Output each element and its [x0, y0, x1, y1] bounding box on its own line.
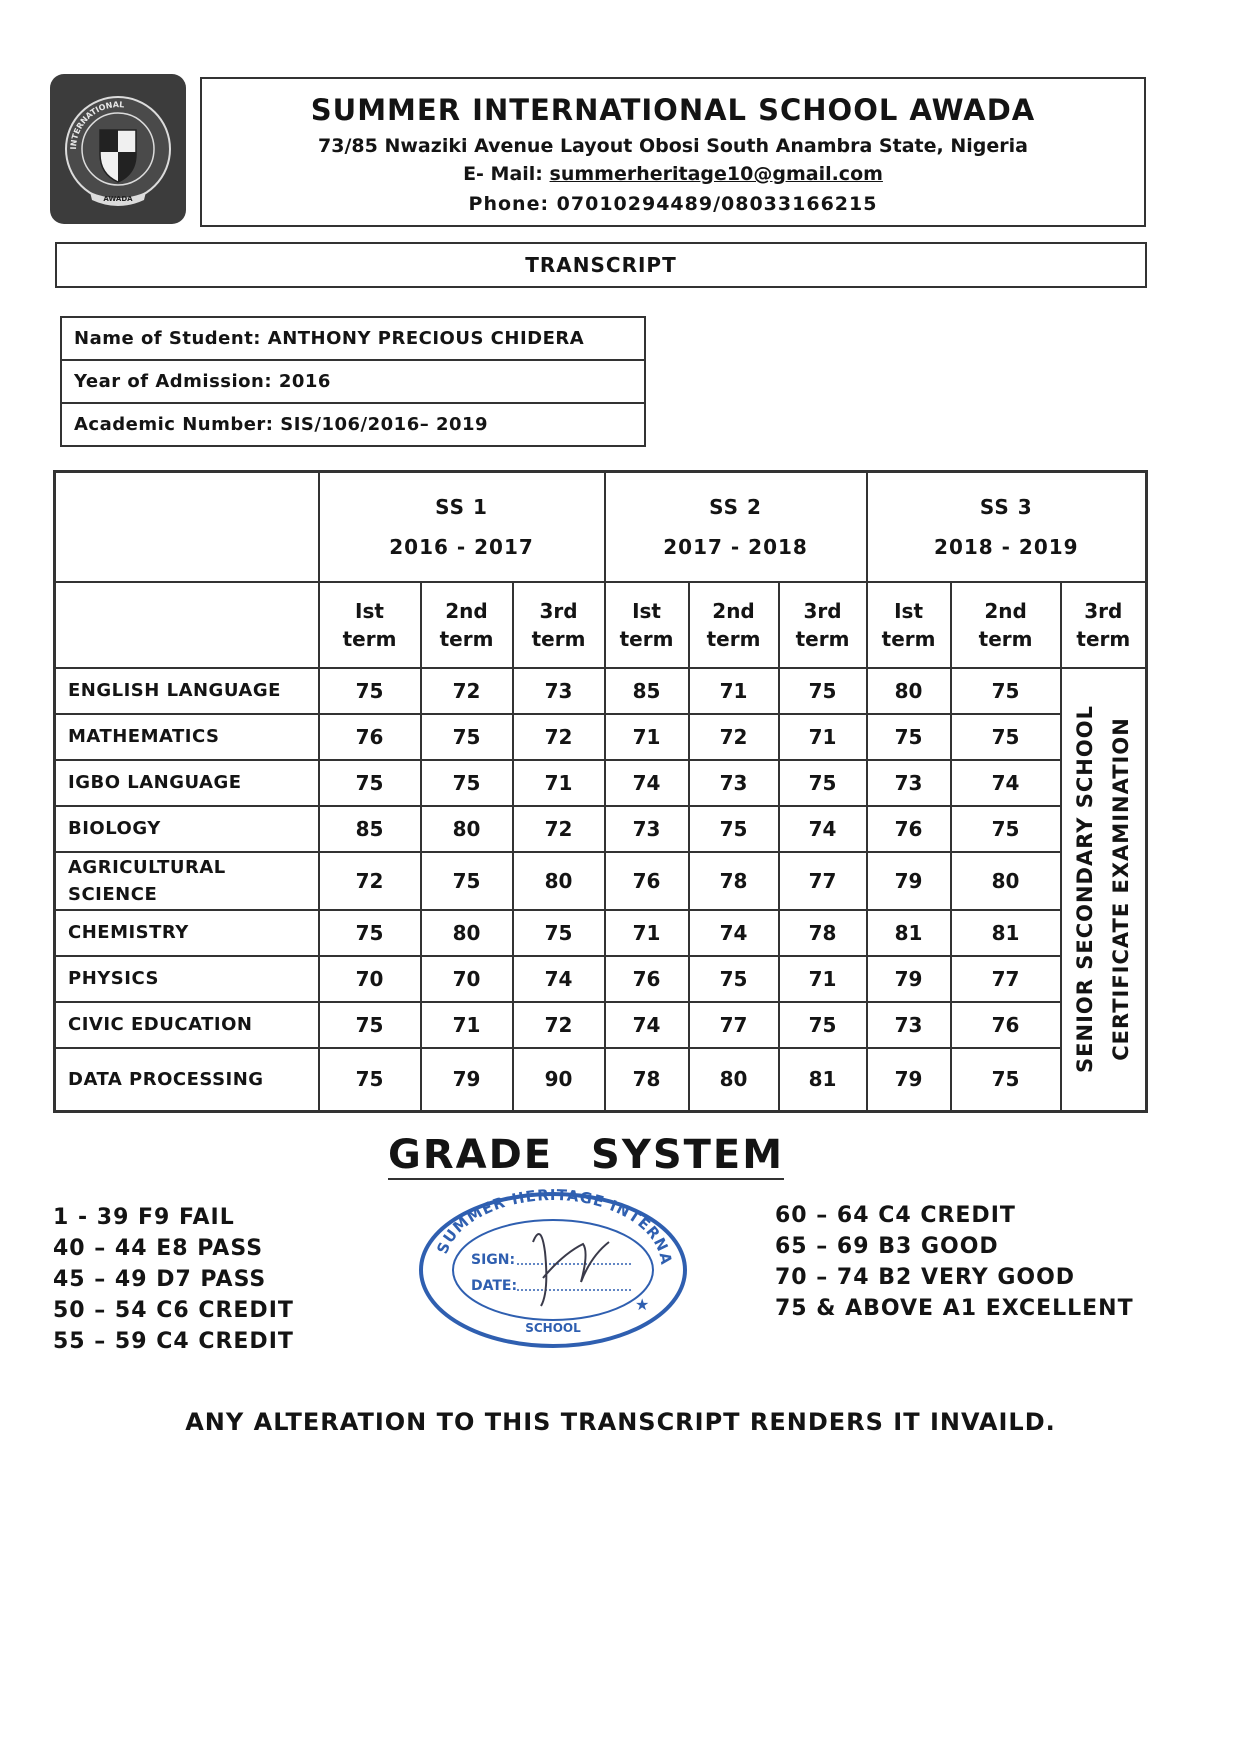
stamp-graphic [413, 1182, 693, 1352]
student-name: Name of Student: ANTHONY PRECIOUS CHIDERA [62, 318, 644, 361]
stamp-ring-text: SUMMER HERITAGE INTERNA [433, 1185, 676, 1266]
grade-item: 45 – 49 D7 PASS [53, 1267, 267, 1292]
term-word: term [978, 626, 1033, 651]
score-cell: 78 [605, 1048, 689, 1112]
term-header-row [55, 582, 1147, 668]
score-cell: 76 [605, 956, 689, 1002]
score-cell: 90 [513, 1048, 605, 1112]
table-row [55, 760, 1147, 806]
score-cell: 75 [779, 760, 867, 806]
score-cell: 75 [421, 760, 513, 806]
term-header [779, 582, 867, 668]
score-cell: 78 [689, 852, 779, 910]
crest-graphic [50, 74, 186, 224]
stamp-star-icon: ★ [635, 1295, 650, 1314]
score-cell: 81 [867, 910, 951, 956]
term-word: term [531, 626, 586, 651]
grade-item: 60 – 64 C4 CREDIT [775, 1203, 1016, 1228]
grade-list-right [775, 1200, 1134, 1324]
table-row [55, 1002, 1147, 1048]
score-cell: 70 [421, 956, 513, 1002]
score-cell: 75 [319, 668, 421, 714]
score-cell: 75 [951, 1048, 1061, 1112]
score-cell: 75 [319, 1002, 421, 1048]
table-row [55, 956, 1147, 1002]
term-number: 3rd [803, 598, 842, 623]
score-cell: 79 [421, 1048, 513, 1112]
score-cell: 78 [779, 910, 867, 956]
session-class: SS 3 [979, 494, 1033, 519]
term-header [513, 582, 605, 668]
score-cell: 74 [779, 806, 867, 852]
score-cell: 72 [319, 852, 421, 910]
session-header-row [55, 472, 1147, 582]
term-header [421, 582, 513, 668]
score-cell: 85 [319, 806, 421, 852]
email-label: E- Mail: [463, 163, 543, 185]
subject-name: CHEMISTRY [55, 910, 319, 956]
term-number: 2nd [445, 598, 488, 623]
score-cell: 80 [689, 1048, 779, 1112]
score-cell: 79 [867, 956, 951, 1002]
score-cell: 71 [779, 714, 867, 760]
crest-ring-text: INTERNATIONAL [68, 100, 125, 150]
term-header [689, 582, 779, 668]
score-cell: 71 [605, 714, 689, 760]
term-number: 2nd [712, 598, 755, 623]
score-cell: 80 [421, 910, 513, 956]
score-cell: 76 [867, 806, 951, 852]
score-cell: 75 [689, 956, 779, 1002]
subject-name: CIVIC EDUCATION [55, 1002, 319, 1048]
term-header [319, 582, 421, 668]
term-number: Ist [894, 598, 924, 623]
score-cell: 75 [421, 714, 513, 760]
term-word: term [342, 626, 397, 651]
table-row [55, 806, 1147, 852]
school-email-line [202, 163, 1144, 185]
table-row [55, 714, 1147, 760]
score-cell: 77 [951, 956, 1061, 1002]
school-crest-logo [50, 74, 186, 224]
alteration-warning: ANY ALTERATION TO THIS TRANSCRIPT RENDERS IT INVAILD. [185, 1408, 1056, 1436]
term-word: term [795, 626, 850, 651]
document-title: TRANSCRIPT [55, 242, 1147, 288]
term-word: term [1076, 626, 1131, 651]
score-cell: 75 [951, 668, 1061, 714]
student-info [60, 316, 646, 447]
score-cell: 74 [513, 956, 605, 1002]
subject-name: AGRICULTURAL SCIENCE [55, 852, 319, 910]
stamp-bottom-text: SCHOOL [525, 1321, 581, 1335]
session-ss2 [605, 472, 867, 582]
subject-name: IGBO LANGUAGE [55, 760, 319, 806]
school-phone: Phone: 07010294489/08033166215 [468, 193, 878, 215]
score-cell: 75 [951, 806, 1061, 852]
score-cell: 75 [319, 910, 421, 956]
subject-name: BIOLOGY [55, 806, 319, 852]
score-cell: 74 [605, 760, 689, 806]
admission-year: Year of Admission: 2016 [62, 361, 644, 404]
empty-corner-cell [55, 472, 319, 582]
school-header [200, 77, 1146, 227]
score-cell: 73 [605, 806, 689, 852]
score-cell: 73 [689, 760, 779, 806]
subject-name: MATHEMATICS [55, 714, 319, 760]
table-row [55, 852, 1147, 910]
term-word: term [881, 626, 936, 651]
score-cell: 71 [689, 668, 779, 714]
score-cell: 75 [689, 806, 779, 852]
score-cell: 72 [513, 714, 605, 760]
grade-list-left [53, 1202, 294, 1357]
score-cell: 74 [689, 910, 779, 956]
session-years: 2017 - 2018 [663, 534, 808, 559]
term-number: 3rd [1084, 598, 1123, 623]
empty-subject-header [55, 582, 319, 668]
score-cell: 75 [421, 852, 513, 910]
table-row [55, 668, 1147, 714]
term-header [605, 582, 689, 668]
score-cell: 71 [605, 910, 689, 956]
term-header [1061, 582, 1147, 668]
score-cell: 75 [779, 668, 867, 714]
score-cell: 80 [867, 668, 951, 714]
subject-name: PHYSICS [55, 956, 319, 1002]
score-cell: 72 [689, 714, 779, 760]
term-word: term [439, 626, 494, 651]
stamp-date-label: DATE: [471, 1278, 518, 1294]
official-stamp [413, 1182, 693, 1356]
score-cell: 71 [421, 1002, 513, 1048]
school-address: 73/85 Nwaziki Avenue Layout Obosi South Anambra State, Nigeria [318, 135, 1028, 157]
score-cell: 73 [867, 760, 951, 806]
score-cell: 75 [779, 1002, 867, 1048]
score-cell: 76 [319, 714, 421, 760]
score-cell: 80 [513, 852, 605, 910]
session-ss3 [867, 472, 1147, 582]
score-cell: 73 [867, 1002, 951, 1048]
score-cell: 72 [421, 668, 513, 714]
score-cell: 79 [867, 1048, 951, 1112]
subject-name: ENGLISH LANGUAGE [55, 668, 319, 714]
signature-scribble [533, 1234, 609, 1306]
score-cell: 77 [779, 852, 867, 910]
grade-system-title: GRADE SYSTEM [388, 1132, 785, 1178]
crest-banner-text: AWADA [103, 195, 133, 203]
grade-item: 65 – 69 B3 GOOD [775, 1234, 999, 1259]
grade-item: 40 – 44 E8 PASS [53, 1236, 264, 1261]
score-cell: 77 [689, 1002, 779, 1048]
grade-item: 1 - 39 F9 FAIL [53, 1205, 235, 1230]
grade-item: 70 – 74 B2 VERY GOOD [775, 1265, 1076, 1290]
score-cell: 75 [319, 760, 421, 806]
grade-item: 50 – 54 C6 CREDIT [53, 1298, 294, 1323]
score-cell: 72 [513, 1002, 605, 1048]
grade-item: 75 & ABOVE A1 EXCELLENT [775, 1296, 1134, 1321]
score-cell: 71 [513, 760, 605, 806]
score-cell: 75 [513, 910, 605, 956]
session-class: SS 2 [709, 494, 762, 519]
email-address: summerheritage10@gmail.com [549, 163, 883, 185]
score-cell: 70 [319, 956, 421, 1002]
score-cell: 74 [605, 1002, 689, 1048]
subject-name: DATA PROCESSING [55, 1048, 319, 1112]
academic-number: Academic Number: SIS/106/2016– 2019 [74, 414, 489, 435]
score-cell: 75 [951, 714, 1061, 760]
score-cell: 80 [421, 806, 513, 852]
session-class: SS 1 [435, 494, 488, 519]
term-word: term [706, 626, 761, 651]
score-cell: 79 [867, 852, 951, 910]
score-cell: 81 [951, 910, 1061, 956]
score-cell: 76 [605, 852, 689, 910]
session-years: 2018 - 2019 [934, 534, 1079, 559]
score-cell: 85 [605, 668, 689, 714]
score-cell: 81 [779, 1048, 867, 1112]
session-years: 2016 - 2017 [389, 534, 534, 559]
score-cell: 74 [951, 760, 1061, 806]
score-cell: 75 [319, 1048, 421, 1112]
table-row [55, 1048, 1147, 1112]
table-row [55, 910, 1147, 956]
score-cell: 76 [951, 1002, 1061, 1048]
term-header [867, 582, 951, 668]
school-name: SUMMER INTERNATIONAL SCHOOL AWADA [310, 93, 1036, 127]
score-cell: 73 [513, 668, 605, 714]
results-table [53, 470, 1148, 1113]
ssce-exam-cell [1061, 668, 1147, 1112]
score-cell: 72 [513, 806, 605, 852]
session-ss1 [319, 472, 605, 582]
ssce-exam-note: SENIOR SECONDARY SCHOOL CERTIFICATE EXAMINATION [1073, 705, 1134, 1074]
term-number: Ist [632, 598, 661, 623]
score-cell: 71 [779, 956, 867, 1002]
score-cell: 75 [867, 714, 951, 760]
stamp-sign-label: SIGN: [471, 1252, 516, 1268]
term-word: term [619, 626, 674, 651]
term-header [951, 582, 1061, 668]
grade-item: 55 – 59 C4 CREDIT [53, 1329, 294, 1354]
term-number: Ist [355, 598, 384, 623]
score-cell: 80 [951, 852, 1061, 910]
term-number: 2nd [984, 598, 1027, 623]
term-number: 3rd [539, 598, 578, 623]
